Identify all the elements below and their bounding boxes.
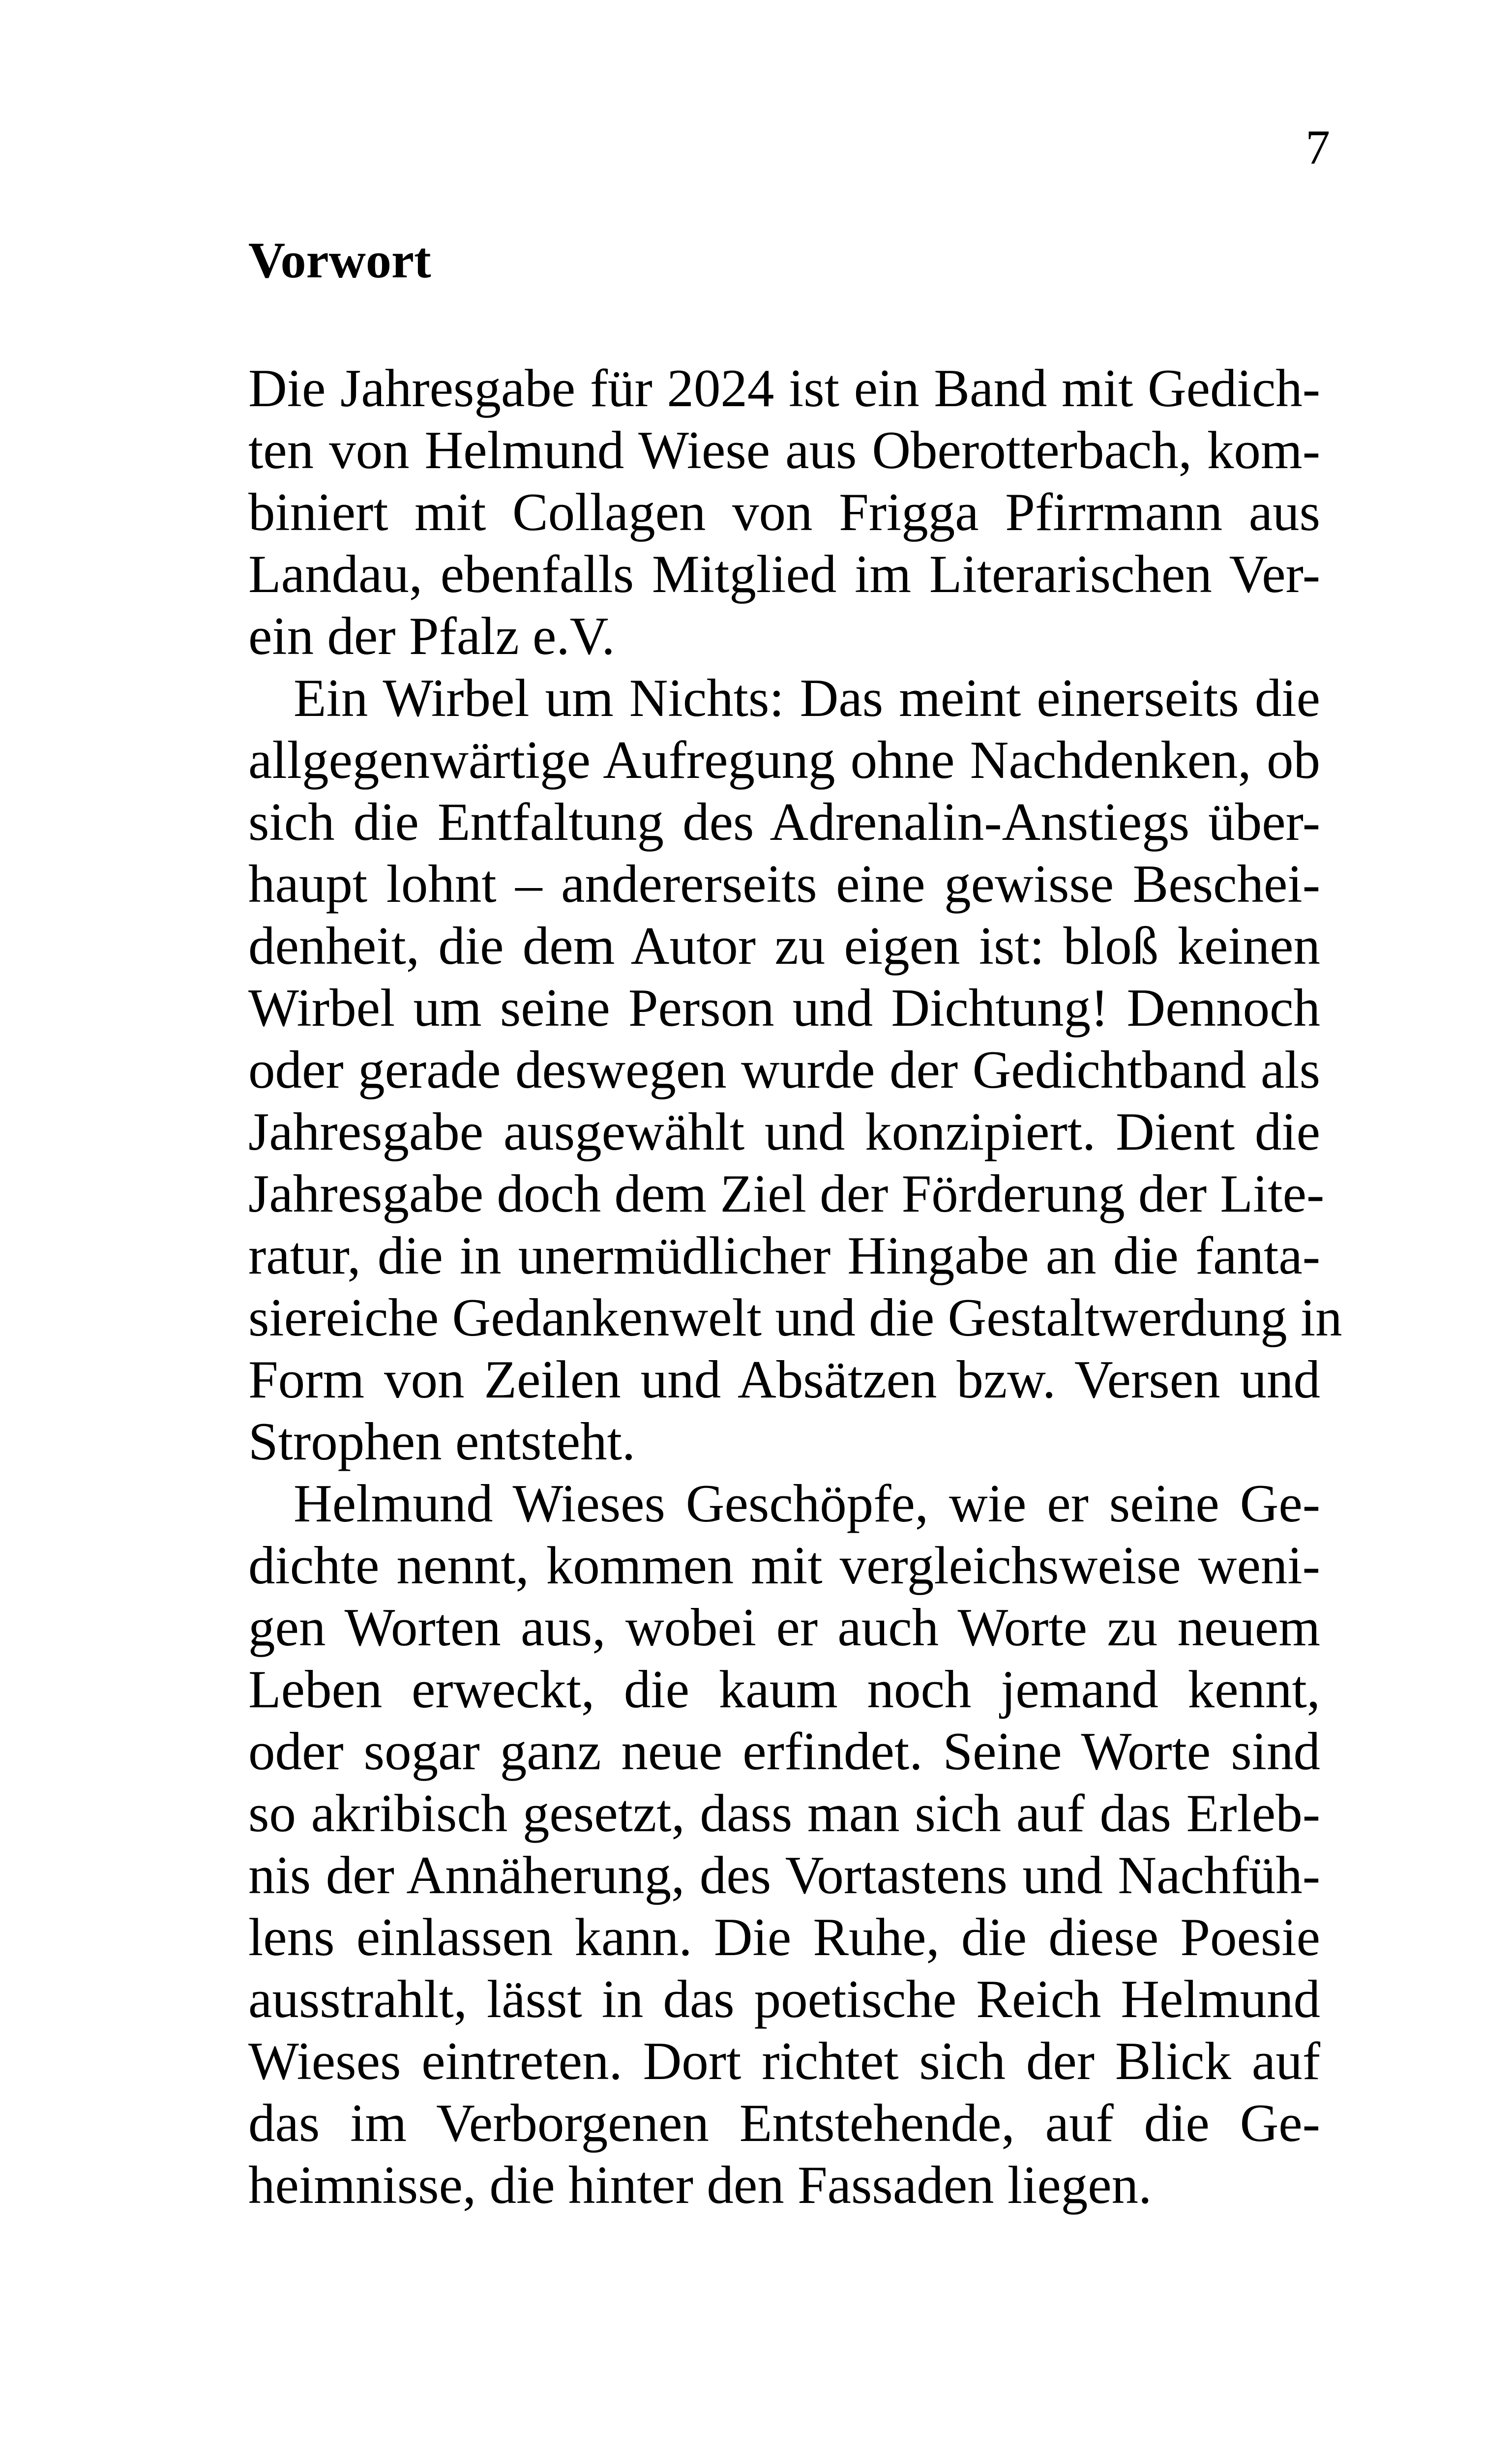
text-line: Wieses eintreten. Dort richtet sich der Blick auf [248,2031,1320,2091]
text-line: nis der Annäherung, des Vortastens und Nachfüh- [248,1845,1320,1905]
text-line: heimnisse, die hinter den Fassaden liegen. [248,2155,1152,2215]
text-line: Landau, ebenfalls Mitglied im Literarischen Ver- [248,544,1320,604]
text-line: dichte nennt, kommen mit vergleichsweise weni- [248,1536,1320,1595]
text-line: das im Verborgenen Entstehende, auf die Ge- [248,2093,1320,2153]
text-line: allgegenwärtige Aufregung ohne Nachdenken, ob [248,730,1320,790]
text-line: siereiche Gedankenwelt und die Gestaltwerdung in [248,1288,1342,1347]
text-line: Form von Zeilen und Absätzen bzw. Versen und [248,1350,1320,1409]
text-line: gen Worten aus, wobei er auch Worte zu neuem [248,1598,1320,1657]
text-line: Strophen entsteht. [248,1412,636,1471]
paragraph [248,1473,1320,2216]
text-line: lens einlassen kann. Die Ruhe, die diese Poesie [248,1907,1320,1967]
text-line: ausstrahlt, lässt in das poetische Reich Helmund [248,1969,1320,2029]
text-line: ratur, die in unermüdlicher Hingabe an die fanta- [248,1226,1320,1285]
text-line: Leben erweckt, die kaum noch jemand kennt, [248,1660,1320,1719]
text-line: oder gerade deswegen wurde der Gedichtband als [248,1040,1320,1100]
text-line: ein der Pfalz e.V. [248,606,615,666]
text-line: ten von Helmund Wiese aus Oberotterbach, kom- [248,420,1320,480]
body-text [248,357,1342,2216]
text-line: Jahresgabe doch dem Ziel der Förderung der Lite- [248,1164,1325,1223]
text-line: Die Jahresgabe für 2024 ist ein Band mit Gedich- [248,358,1320,418]
text-line: Ein Wirbel um Nichts: Das meint einerseits die [294,668,1320,728]
text-line: so akribisch gesetzt, dass man sich auf das Erleb- [248,1784,1320,1843]
page-number: 7 [1305,120,1330,175]
text-line: oder sogar ganz neue erfindet. Seine Worte sind [248,1722,1320,1781]
page-title: Vorwort [248,232,431,289]
text-line: Wirbel um seine Person und Dichtung! Dennoch [248,978,1320,1038]
text-line: Helmund Wieses Geschöpfe, wie er seine Ge- [294,1474,1320,1533]
paragraph [248,667,1342,1473]
text-line: biniert mit Collagen von Frigga Pfirrmann aus [248,482,1320,542]
text-line: denheit, die dem Autor zu eigen ist: bloß keinen [248,916,1320,976]
text-line: sich die Entfaltung des Adrenalin-Anstiegs über- [248,792,1320,852]
text-line: Jahresgabe ausgewählt und konzipiert. Dient die [248,1102,1320,1161]
paragraph [248,357,1320,667]
text-line: haupt lohnt – andererseits eine gewisse Beschei- [248,854,1320,914]
